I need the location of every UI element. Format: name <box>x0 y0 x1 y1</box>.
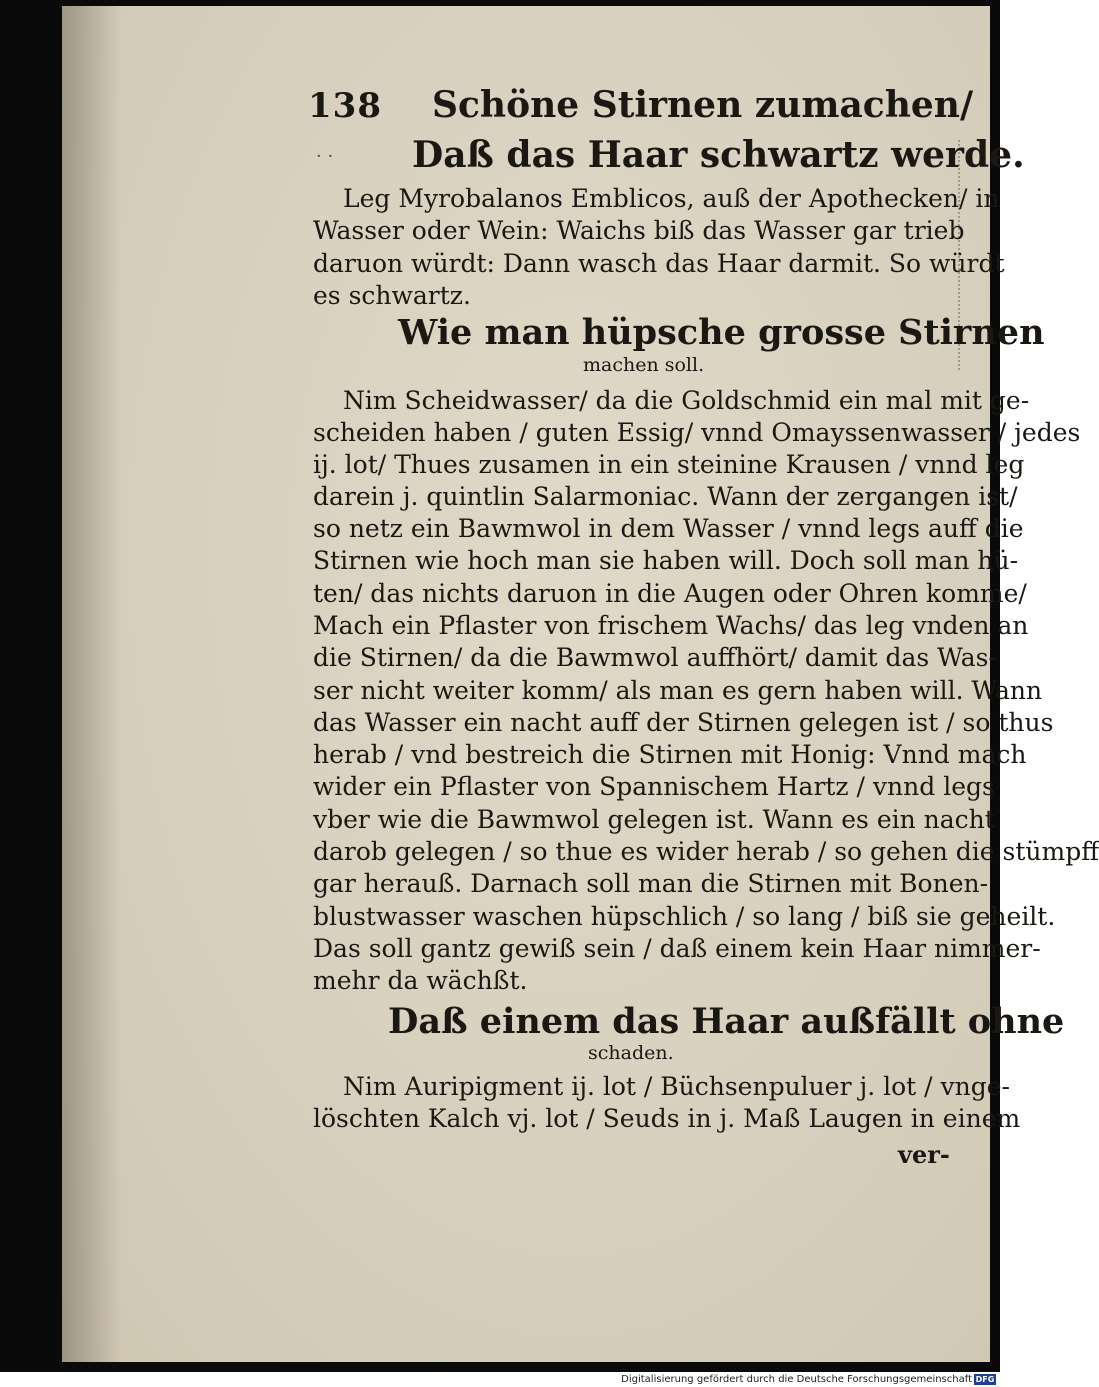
text-line: die Stirnen/ da die Bawmwol auffhört/ damit das Was- <box>313 643 997 672</box>
text-line: Nim Scheidwasser/ da die Goldschmid ein mal mit ge- <box>343 386 1030 415</box>
text-line: löschten Kalch vj. lot / Seuds in j. Maß Laugen in einem <box>313 1104 1021 1133</box>
text-line: Mach ein Pflaster von frischem Wachs/ das leg vnden an <box>313 611 1029 640</box>
text-line: darob gelegen / so thue es wider herab / so gehen die stümpff <box>313 837 1099 866</box>
text-line: Das soll gantz gewiß sein / daß einem kein Haar nimmer- <box>313 934 1041 963</box>
section-subtitle: schaden. <box>588 1042 674 1064</box>
page-number: 138 <box>308 86 382 126</box>
funding-notice: Digitalisierung gefördert durch die Deutsche Forschungsgemeinschaft <box>621 1374 972 1385</box>
text-line: herab / vnd bestreich die Stirnen mit Honig: Vnnd mach <box>313 740 1027 769</box>
catchword: ver- <box>898 1140 950 1169</box>
text-line: darein j. quintlin Salarmoniac. Wann der zergangen ist/ <box>313 482 1018 511</box>
text-line: vber wie die Bawmwol gelegen ist. Wann es ein nacht <box>313 805 995 834</box>
text-line: wider ein Pflaster von Spannischem Hartz / vnnd legs <box>313 772 995 801</box>
dfg-logo[interactable]: DFG <box>975 1375 995 1384</box>
text-line: daruon würdt: Dann wasch das Haar darmit. So würdt <box>313 249 1005 278</box>
text-line: Stirnen wie hoch man sie haben will. Doch soll man hü- <box>313 546 1019 575</box>
text-line: es schwartz. <box>313 281 471 310</box>
section-subtitle: machen soll. <box>583 354 705 376</box>
text-line: so netz ein Bawmwol in dem Wasser / vnnd legs auff die <box>313 514 1024 543</box>
section-title: Wie man hüpsche grosse Stirnen <box>398 312 1045 353</box>
text-line: mehr da wächßt. <box>313 966 528 995</box>
section-title: Daß das Haar schwartz werde. <box>412 134 1025 176</box>
footer-bar <box>0 1372 1000 1387</box>
text-line: Nim Auripigment ij. lot / Büchsenpuluer j. lot / vnge- <box>343 1072 1010 1101</box>
running-head: Schöne Stirnen zumachen/ <box>432 84 974 126</box>
text-line: ser nicht weiter komm/ als man es gern haben will. Wann <box>313 676 1043 705</box>
text-line: Leg Myrobalanos Emblicos, auß der Apothecken/ in <box>343 184 1000 213</box>
text-line: ten/ das nichts daruon in die Augen oder Ohren komme/ <box>313 579 1027 608</box>
section-title: Daß einem das Haar außfällt ohne <box>388 1001 1065 1042</box>
margin-dots: · · <box>316 146 334 167</box>
text-line: scheiden haben / guten Essig/ vnnd Omayssenwasser / jedes <box>313 418 1081 447</box>
text-line: blustwasser waschen hüpschlich / so lang / biß sie geheilt. <box>313 902 1056 931</box>
text-line: das Wasser ein nacht auff der Stirnen gelegen ist / so thus <box>313 708 1054 737</box>
text-line: Wasser oder Wein: Waichs biß das Wasser gar trieb <box>313 216 965 245</box>
text-line: gar herauß. Darnach soll man die Stirnen mit Bonen- <box>313 869 989 898</box>
text-line: ij. lot/ Thues zusamen in ein steinine Krausen / vnnd leg <box>313 450 1025 479</box>
